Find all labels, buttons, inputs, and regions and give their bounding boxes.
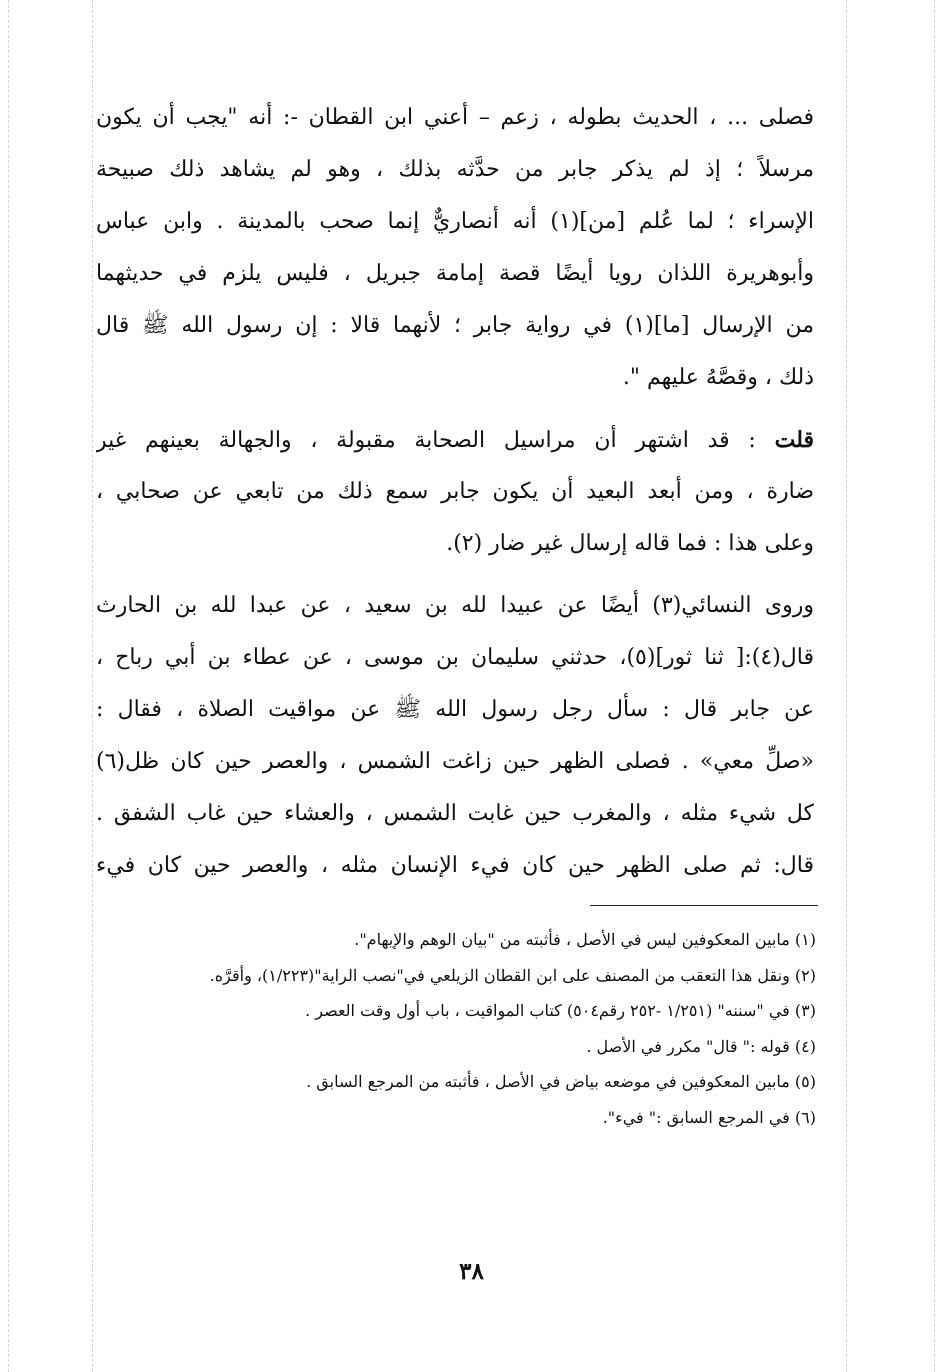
footnote: (٣) في "سننه" (١/٢٥١ -٢٥٢ رقم٥٠٤) كتاب المواقيت ، باب أول وقت العصر . <box>305 1001 816 1020</box>
text-line: وأبوهريرة اللذان رويا أيضًا قصة إمامة جبريل ، فليس يلزم في حديثهما <box>96 261 814 286</box>
scan-guide-line <box>934 0 935 1372</box>
scan-guide-line <box>92 0 93 1372</box>
footnote: (٤) قوله :" قال" مكرر في الأصل . <box>586 1036 816 1056</box>
text-line: وعلى هذا : فما قاله إرسال غير ضار (٢). <box>446 531 814 556</box>
paragraph-label: قلت <box>774 427 814 453</box>
scan-guide-line <box>8 0 9 1372</box>
paragraph-3 <box>96 580 814 892</box>
paragraph-2 <box>96 414 814 570</box>
text-line: قال: ثم صلى الظهر حين كان فيء الإنسان مثله ، والعصر حين كان فيء <box>96 853 814 878</box>
footnote: (٢) ونقل هذا التعقب من المصنف على ابن القطان الزيلعي في"نصب الراية"(١/٢٢٣)، وأقرَّه. <box>209 965 816 985</box>
text-line: وروى النسائي(٣) أيضًا عن عبيدا لله بن سعيد ، عن عبدا لله بن الحارث <box>96 593 814 618</box>
text-line <box>96 414 814 466</box>
text-line: مرسلاً ؛ إذ لم يذكر جابر من حدَّثه بذلك ، وهو لم يشاهد ذلك صبيحة <box>96 157 814 182</box>
text-span: : قد اشتهر أن مراسيل الصحابة مقبولة ، والجهالة بعينهم غير <box>96 428 756 453</box>
footnote: (٦) في المرجع السابق :" فيء". <box>602 1107 816 1127</box>
paragraph-1 <box>96 92 814 404</box>
footnotes <box>140 922 816 1135</box>
text-line: قال(٤):[ ثنا ثور](٥)، حدثني سليمان بن موسى ، عن عطاء بن أبي رباح ، <box>96 645 814 670</box>
text-line: كل شيء مثله ، والمغرب حين غابت الشمس ، والعشاء حين غاب الشفق . <box>96 801 814 826</box>
text-line: فصلى ... ، الحديث بطوله ، زعم – أعني ابن القطان -: أنه "يجب أن يكون <box>96 105 814 130</box>
page-number: ٣٨ <box>459 1258 484 1285</box>
text-line: «صلِّ معي» . فصلى الظهر حين زاغت الشمس ، والعصر حين كان ظل(٦) <box>96 749 814 774</box>
text-line: ضارة ، ومن أبعد البعيد أن يكون جابر سمع ذلك من تابعي عن صحابي ، <box>96 479 814 504</box>
footnote-separator <box>590 905 818 906</box>
text-line: عن جابر قال : سأل رجل رسول الله ﷺ عن مواقيت الصلاة ، فقال : <box>96 697 814 722</box>
footnote: (١) مابين المعكوفين ليس في الأصل ، فأثبته من "بيان الوهم والإيهام". <box>354 930 816 949</box>
text-line: ذلك ، وقصَّهُ عليهم ". <box>622 365 814 390</box>
scan-guide-line <box>846 0 847 1372</box>
text-line: الإسراء ؛ لما عُلم [من](١) أنه أنصاريٌّ إنما صحب بالمدينة . وابن عباس <box>96 209 814 234</box>
text-line: من الإرسال [ما](١) في رواية جابر ؛ لأنهما قالا : إن رسول الله ﷺ قال <box>96 313 814 338</box>
footnote: (٥) مابين المعكوفين في موضعه بياض في الأصل ، فأثبته من المرجع السابق . <box>306 1072 816 1091</box>
main-text <box>96 92 814 892</box>
